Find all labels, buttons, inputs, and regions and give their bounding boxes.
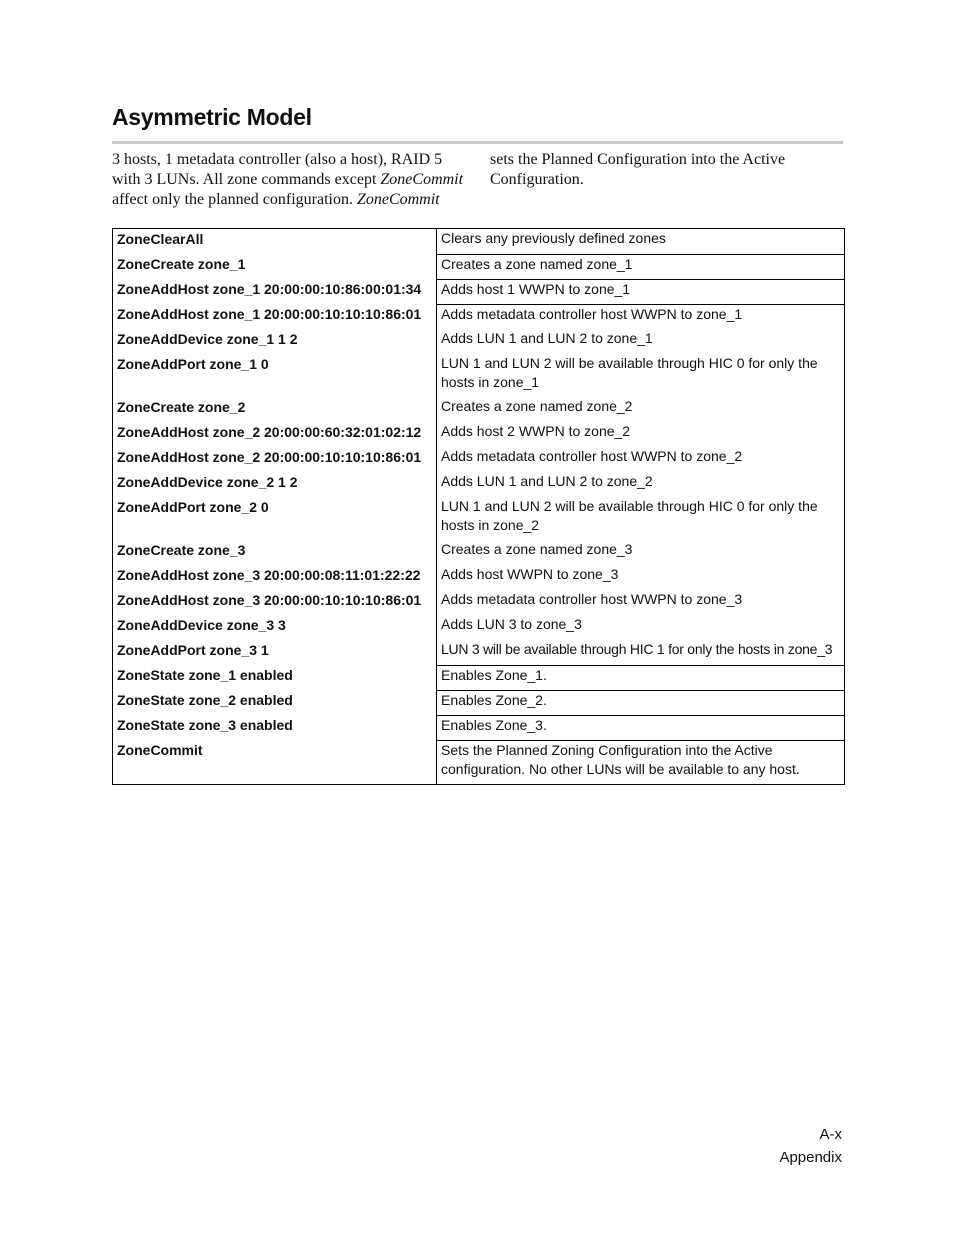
command-cell: ZoneAddHost zone_2 20:00:00:60:32:01:02:12 — [113, 422, 437, 447]
table-row — [113, 640, 845, 665]
table-row — [113, 740, 845, 784]
table-row — [113, 665, 845, 690]
intro-text-1: 3 hosts, 1 metadata controller (also a host), RAID 5 with 3 LUNs. All zone commands except — [112, 151, 443, 188]
description-cell: Enables Zone_3. — [437, 715, 845, 740]
page-number: A-x — [819, 1126, 842, 1143]
description-cell: Adds LUN 1 and LUN 2 to zone_1 — [437, 329, 845, 354]
description-cell: Creates a zone named zone_3 — [437, 540, 845, 565]
command-cell: ZoneAddPort zone_1 0 — [113, 354, 437, 397]
table-row — [113, 565, 845, 590]
command-cell: ZoneAddPort zone_2 0 — [113, 497, 437, 540]
table-row — [113, 422, 845, 447]
table-row — [113, 615, 845, 640]
table-row — [113, 354, 845, 397]
intro-paragraph-left — [112, 150, 464, 210]
command-cell: ZoneCreate zone_2 — [113, 397, 437, 422]
command-cell: ZoneAddHost zone_3 20:00:00:08:11:01:22:22 — [113, 565, 437, 590]
command-cell: ZoneAddHost zone_1 20:00:00:10:10:10:86:01 — [113, 304, 437, 329]
description-cell: LUN 3 will be available through HIC 1 for only the hosts in zone_3 — [437, 640, 845, 665]
command-cell: ZoneCreate zone_3 — [113, 540, 437, 565]
command-cell: ZoneAddDevice zone_1 1 2 — [113, 329, 437, 354]
description-cell: LUN 1 and LUN 2 will be available through HIC 0 for only the hosts in zone_1 — [437, 354, 845, 397]
section-name: Appendix — [779, 1149, 842, 1166]
description-cell: Adds LUN 3 to zone_3 — [437, 615, 845, 640]
command-cell: ZoneCreate zone_1 — [113, 254, 437, 279]
intro-text-2: affect only the planned configuration. — [112, 191, 357, 208]
description-cell: Creates a zone named zone_2 — [437, 397, 845, 422]
command-cell: ZoneAddPort zone_3 1 — [113, 640, 437, 665]
command-cell: ZoneAddHost zone_3 20:00:00:10:10:10:86:01 — [113, 590, 437, 615]
table-row — [113, 447, 845, 472]
table-row — [113, 329, 845, 354]
table-row — [113, 715, 845, 740]
table-row — [113, 690, 845, 715]
section-heading: Asymmetric Model — [112, 104, 312, 130]
command-cell: ZoneState zone_1 enabled — [113, 665, 437, 690]
command-cell: ZoneAddDevice zone_2 1 2 — [113, 472, 437, 497]
description-cell: Adds metadata controller host WWPN to zone_2 — [437, 447, 845, 472]
description-cell: Clears any previously defined zones — [437, 229, 845, 255]
command-cell: ZoneAddDevice zone_3 3 — [113, 615, 437, 640]
description-cell: Enables Zone_1. — [437, 665, 845, 690]
table-row — [113, 229, 845, 255]
description-cell: Adds host 2 WWPN to zone_2 — [437, 422, 845, 447]
command-cell: ZoneState zone_3 enabled — [113, 715, 437, 740]
intro-emphasis-1: ZoneCommit — [380, 171, 464, 188]
heading-rule — [112, 141, 843, 144]
command-cell: ZoneAddHost zone_2 20:00:00:10:10:10:86:01 — [113, 447, 437, 472]
table-row — [113, 304, 845, 329]
description-cell: Enables Zone_2. — [437, 690, 845, 715]
intro-paragraph-right: sets the Planned Configuration into the Active Configuration. — [490, 151, 786, 188]
command-cell: ZoneState zone_2 enabled — [113, 690, 437, 715]
zone-command-table — [112, 228, 845, 785]
command-cell: ZoneCommit — [113, 740, 437, 784]
description-cell: Creates a zone named zone_1 — [437, 254, 845, 279]
table-row — [113, 540, 845, 565]
table-row — [113, 254, 845, 279]
command-cell: ZoneClearAll — [113, 229, 437, 255]
command-cell: ZoneAddHost zone_1 20:00:00:10:86:00:01:34 — [113, 279, 437, 304]
description-cell: Adds host WWPN to zone_3 — [437, 565, 845, 590]
table-row — [113, 472, 845, 497]
description-cell: Sets the Planned Zoning Configuration into the Active configuration. No other LUNs will be available to any host. — [437, 740, 845, 784]
description-cell: LUN 1 and LUN 2 will be available through HIC 0 for only the hosts in zone_2 — [437, 497, 845, 540]
intro-emphasis-2: ZoneCommit — [356, 191, 440, 208]
description-cell: Adds LUN 1 and LUN 2 to zone_2 — [437, 472, 845, 497]
table-row — [113, 590, 845, 615]
table-row — [113, 397, 845, 422]
table-row — [113, 497, 845, 540]
description-cell: Adds metadata controller host WWPN to zone_1 — [437, 304, 845, 329]
description-cell: Adds metadata controller host WWPN to zone_3 — [437, 590, 845, 615]
table-row — [113, 279, 845, 304]
description-cell: Adds host 1 WWPN to zone_1 — [437, 279, 845, 304]
